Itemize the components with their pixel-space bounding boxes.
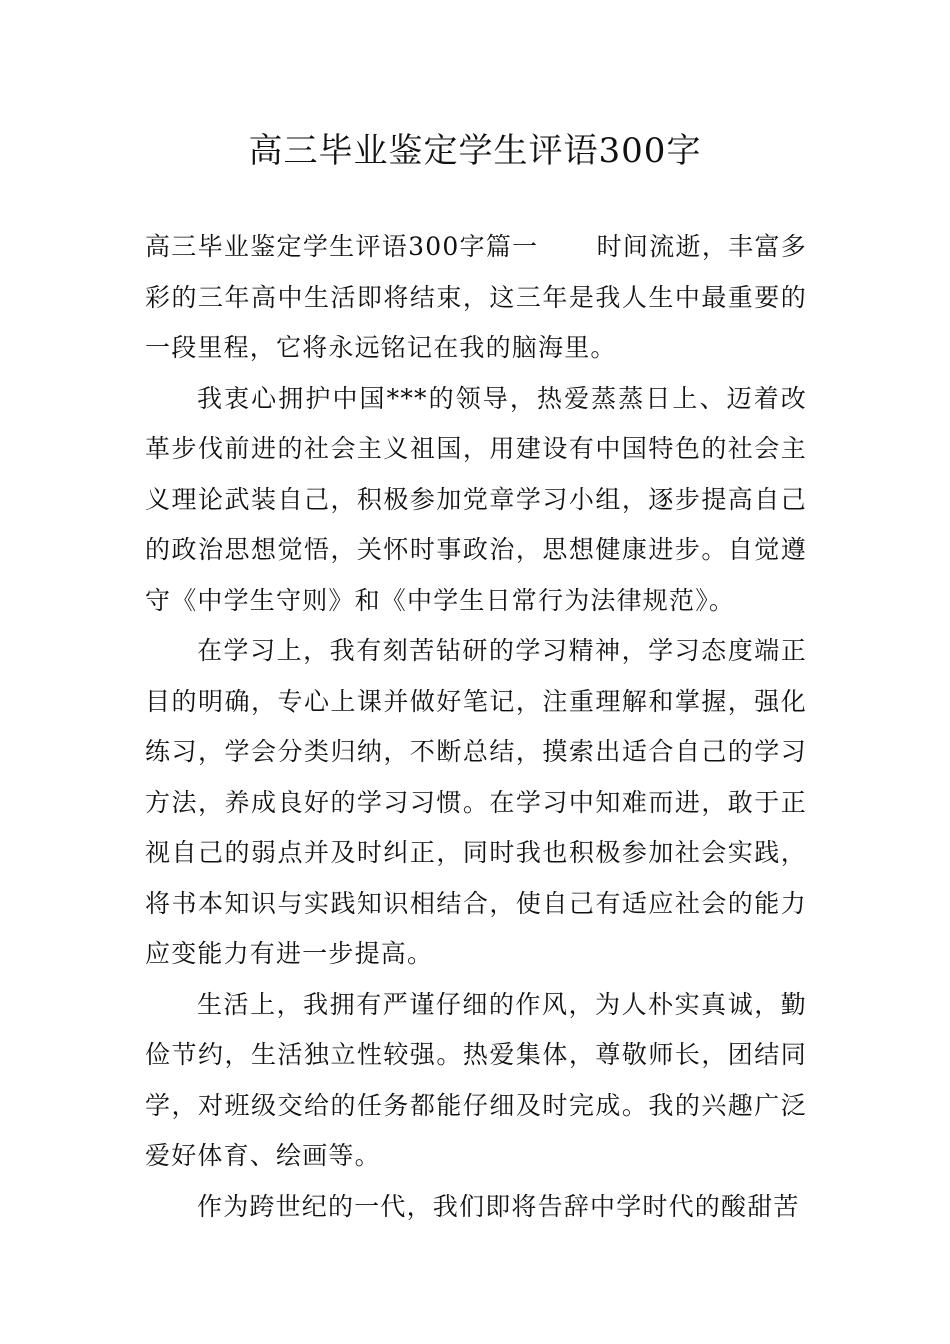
paragraph-intro: [145, 222, 807, 374]
document-body: [145, 222, 807, 1232]
section-heading: 高三毕业鉴定学生评语300字篇一: [145, 232, 539, 261]
paragraph-life: 生活上，我拥有严谨仔细的作风，为人朴实真诚，勤俭节约，生活独立性较强。热爱集体，尊敬师长，团结同学，对班级交给的任务都能仔细及时完成。我的兴趣广泛爱好体育、绘画等。: [145, 989, 807, 1170]
paragraph-study: 在学习上，我有刻苦钻研的学习精神，学习态度端正目的明确，专心上课并做好笔记，注重理解和掌握，强化练习，学会分类归纳，不断总结，摸索出适合自己的学习方法，养成良好的学习习惯。在学习中知难而进，敢于正视自己的弱点并及时纠正，同时我也积极参加社会实践，将书本知识与实践知识相结合，使自己有适应社会的能力应变能力有进一步提高。: [145, 636, 807, 968]
document-title: 高三毕业鉴定学生评语300字: [248, 131, 702, 171]
paragraph-closing: 作为跨世纪的一代，我们即将告辞中学时代的酸甜苦: [197, 1191, 800, 1221]
paragraph-politics: 我衷心拥护中国***的领导，热爱蒸蒸日上、迈着改革步伐前进的社会主义祖国，用建设有中国特色的社会主义理论武装自己，积极参加党章学习小组，逐步提高自己的政治思想觉悟，关怀时事政治，思想健康进步。自觉遵守《中学生守则》和《中学生日常行为法律规范》。: [145, 383, 807, 615]
intro-text: 时间流逝，丰富多彩的三年高中生活即将结束，这三年是我人生中最重要的一段里程，它将永远铭记在我的脑海里。: [145, 232, 807, 362]
